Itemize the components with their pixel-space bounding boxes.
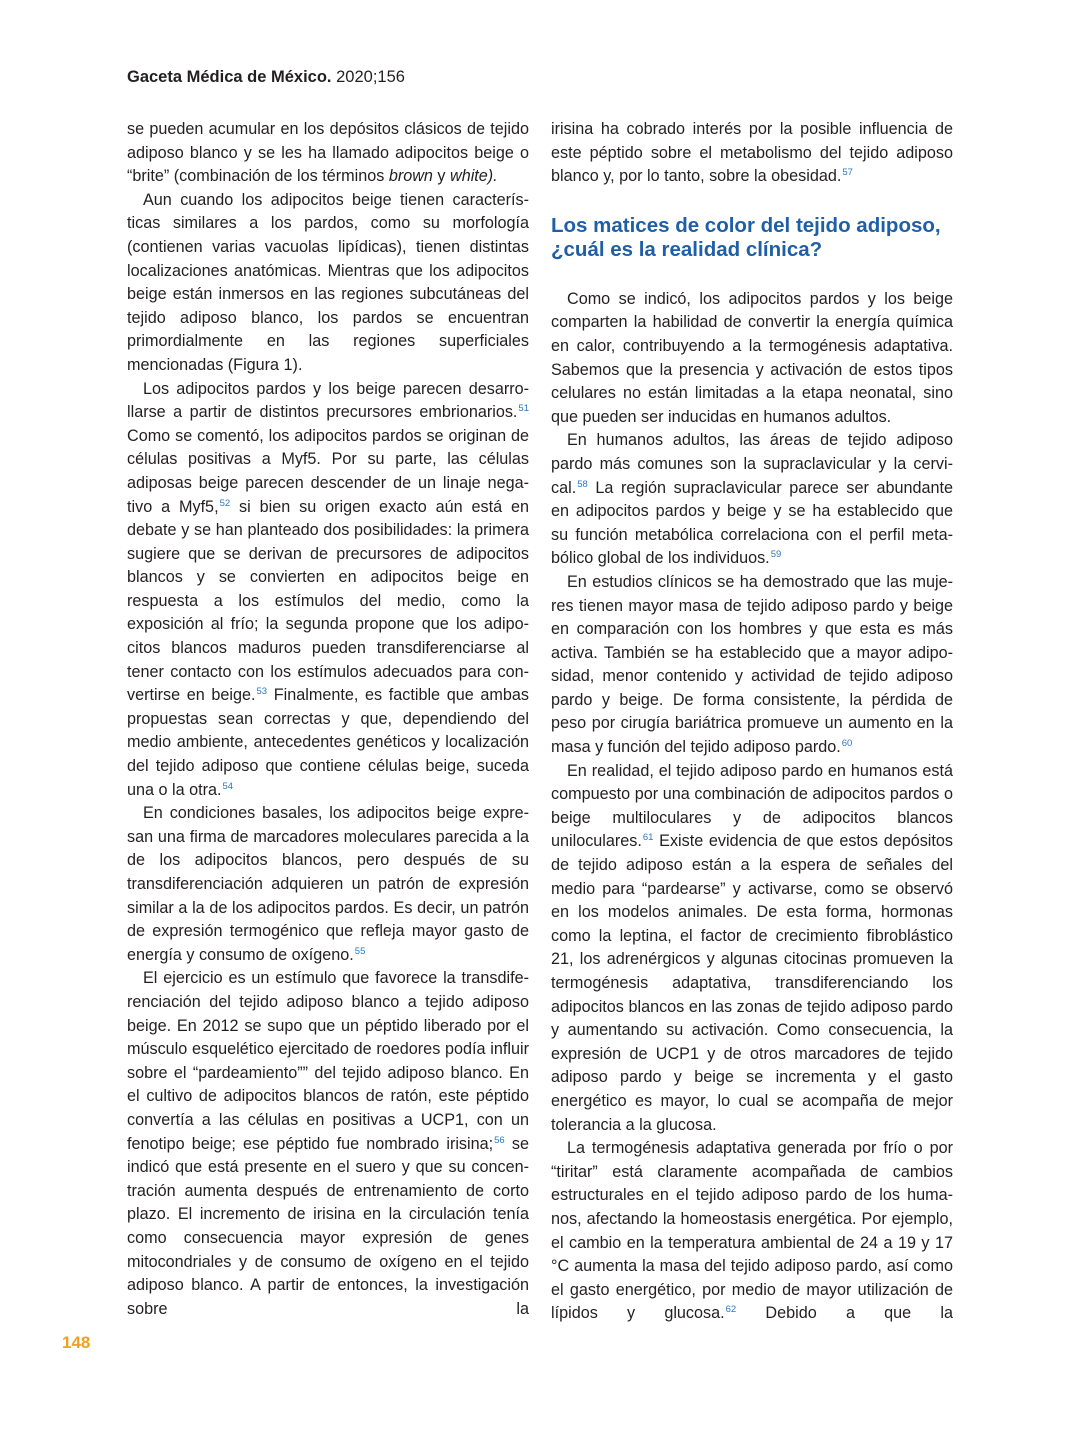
text-run: Existe evidencia de que estos depósitos de tejido adiposo están a la espera de señales del medio para “pardearse” y activarse, como se observó en los modelos animales. De esta forma, hormonas como la leptina, el factor de crecimiento fibroblástico 21, los adrenérgicos y algunas citocinas promueven la termogénesis adaptativa, transdiferenciando los adipocitos blancos en las zonas de tejido adiposo pardo y aumentando su activación. Como consecuencia, la expresión de UCP1 y de otros marcadores de tejido adiposo pardo y beige se incrementa y el gasto energético es mayor, lo cual se acompaña de mejor tolerancia a la glucosa. [551, 832, 953, 1134]
paragraph [551, 429, 953, 571]
citation-ref: 56 [494, 1134, 505, 1146]
running-header [127, 66, 405, 88]
text-run: Los adipocitos pardos y los beige parecen desarrollarse a partir de distintos precursores embrionarios. [127, 379, 529, 422]
citation-ref: 59 [770, 549, 782, 561]
italic-term: white). [450, 167, 498, 186]
journal-issue: 2020;156 [336, 68, 405, 86]
text-run: La región supraclavicular parece ser abundante en adipocitos pardos y beige y se ha establecido que su función metabólica correlaciona con el perfil metabólico global de los individuos. [551, 478, 953, 568]
citation-ref: 61 [642, 832, 654, 844]
paragraph [551, 760, 953, 1138]
text-run: Finalmente, es factible que ambas propuestas sean correctas y que, dependiendo del medio ambiente, antecedentes genéticos y localización del tejido adiposo que contiene células beige, suceda una o la otra. [127, 686, 529, 799]
page-number: 148 [62, 1333, 91, 1352]
paragraph [551, 571, 953, 760]
text-run: irisina ha cobrado interés por la posible influencia de este péptido sobre el metabolismo del tejido adiposo blanco y, por lo tanto, sobre la obesidad. [551, 120, 953, 186]
citation-ref: 54 [222, 780, 234, 792]
paragraph [551, 118, 953, 189]
citation-ref: 53 [256, 686, 268, 698]
citation-ref: 52 [219, 497, 231, 509]
paragraph [127, 967, 529, 1321]
citation-ref: 51 [518, 403, 529, 415]
text-run: En condiciones basales, los adipocitos beige expresan una firma de marcadores moleculares parecida a la de los adipocitos blancos, pero después de su transdiferenciación adquieren un patrón de expresión similar a la de los adipocitos pardos. Es decir, un patrón de expresión termogénico que refleja mayor gasto de energía y consumo de oxígeno. [127, 804, 529, 964]
paragraph [127, 378, 529, 803]
citation-ref: 57 [842, 167, 853, 179]
text-run: Como se comentó, los adipocitos pardos se originan de células positivas a Myf5. Por su parte, las células adiposas beige parecen descender de un linaje negativo a Myf5, [127, 426, 529, 516]
paragraph [127, 802, 529, 967]
section-title: Los matices de color del tejido adiposo, ¿cuál es la realidad clínica? [551, 213, 941, 261]
text-run: Debido a que la [736, 1304, 953, 1323]
paragraph [551, 1137, 953, 1326]
paragraph [127, 118, 529, 189]
paragraph [551, 288, 953, 430]
citation-ref: 60 [841, 738, 853, 750]
text-run: La termogénesis adaptativa generada por frío o por “tiritar” está claramente acompañada de cambios estructurales en el tejido adiposo pardo de los humanos, afectando la homeostasis energética. Por ejemplo, el cambio en la temperatura ambiental de 24 a 19 y 17 °C aumenta la masa del tejido adiposo pardo, así como el gasto energético, por medio de mayor utilización de lípidos y glucosa. [551, 1139, 953, 1323]
text-run: se indicó que está presente en el suero y que su concentración aumenta después de entrenamiento de corto plazo. El incremento de irisina en la circulación tenía como consecuencia mayor expresión de genes mitocondriales y de consumo de oxígeno en el tejido adiposo blanco. A partir de entonces, la investigación sobre la [127, 1134, 529, 1318]
italic-term: brown [388, 167, 433, 186]
text-run: Aun cuando los adipocitos beige tienen características similares a los pardos, como su morfología (contienen varias vacuolas lipídicas), tienen distintas localizaciones anatómicas. Mientras que los adipocitos beige están inmersos en las regiones subcutáneas del tejido adiposo blanco, los pardos se encuentran primordialmente en las regiones superficiales mencionadas (Figura 1). [127, 190, 529, 374]
left-column [127, 118, 529, 1321]
text-run: si bien su origen exacto aún está en debate y se han planteado dos posibilidades: la primera sugiere que se derivan de precursores de adipocitos blancos y se convierten en adipocitos beige en respuesta a los estímulos del medio, como la exposición al frío; la segunda propone que los adipocitos blancos maduros pueden transdiferenciarse al tener contacto con los estímulos adecuados para convertirse en beige. [127, 497, 529, 705]
journal-name: Gaceta Médica de México. [127, 68, 332, 86]
paragraph [127, 189, 529, 378]
citation-ref: 62 [725, 1304, 737, 1316]
citation-ref: 58 [577, 478, 588, 490]
text-run: y [432, 167, 450, 186]
text-run: se pueden acumular en los depósitos clásicos de tejido adiposo blanco y se les ha llamado adipocitos beige o “brite” (combinación de los términos [127, 120, 529, 186]
text-run: Como se indicó, los adipocitos pardos y los beige comparten la habilidad de convertir la energía química en calor, contribuyendo a la termogénesis adaptativa. Sabemos que la presencia y activación de estos tipos celulares no están limitadas a la etapa neonatal, sino que pueden ser inducidas en humanos adultos. [551, 289, 953, 426]
text-run: En estudios clínicos se ha demostrado que las mujeres tienen mayor masa de tejido adiposo pardo y beige en comparación con los hombres y que esta es más activa. También se ha establecido que a mayor adiposidad, menor contenido y actividad de tejido adiposo pardo y beige. De forma consistente, la pérdida de peso por cirugía bariátrica promueve un aumento en la masa y función del tejido adiposo pardo. [551, 572, 953, 757]
text-run: En humanos adultos, las áreas de tejido adiposo pardo más comunes son la supraclavicular y la cervical. [551, 431, 953, 497]
citation-ref: 55 [354, 945, 366, 957]
text-run: En realidad, el tejido adiposo pardo en humanos está compuesto por una combinación de adipocitos pardos o beige multiloculares y de adipocitos blancos uniloculares. [551, 761, 953, 851]
text-run: El ejercicio es un estímulo que favorece la transdiferenciación del tejido adiposo blanco a tejido adiposo beige. En 2012 se supo que un péptido liberado por el músculo esquelético ejercitado de roedores podía influir sobre el “pardeamiento”” del tejido adiposo blanco. En el cultivo de adipocitos blancos de ratón, este péptido convertía a las células en positivas a UCP1, con un fenotipo beige; ese péptido fue nombrado irisina; [127, 969, 529, 1153]
right-column [551, 118, 953, 1326]
